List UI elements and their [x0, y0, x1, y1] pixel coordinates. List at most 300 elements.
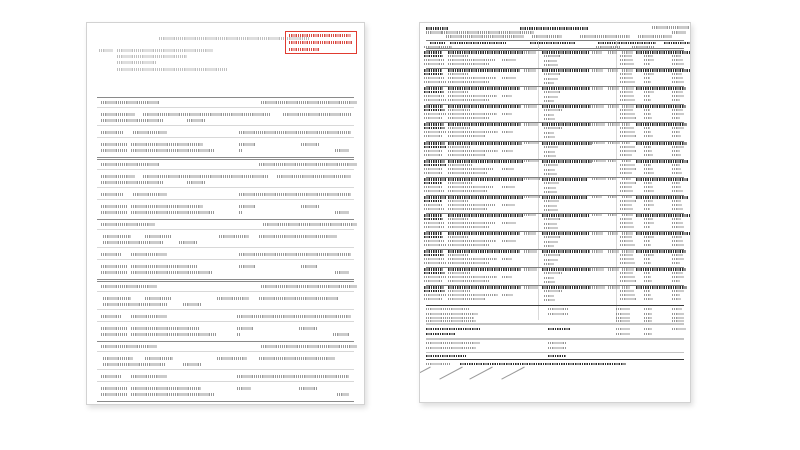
cell-text [448, 55, 468, 57]
cell-text [608, 232, 618, 235]
cell-text [448, 298, 486, 300]
detail-right [239, 143, 255, 146]
cell-text [592, 250, 603, 253]
header-text [532, 35, 562, 38]
cell-text [544, 205, 557, 207]
cell-text [424, 258, 445, 260]
cell-text [448, 99, 490, 101]
cell-amount [620, 150, 636, 152]
cell-amount [672, 208, 683, 210]
cell-text [424, 190, 444, 192]
detail-text [131, 211, 215, 214]
total-col-1 [616, 313, 630, 315]
cell-text [544, 299, 555, 301]
cell-text [592, 69, 603, 72]
cell-amount [620, 254, 633, 256]
cell-text [424, 55, 443, 57]
horizontal-rule [97, 247, 354, 248]
horizontal-rule [97, 159, 354, 160]
cell-text [424, 91, 444, 93]
cell-text [448, 200, 468, 202]
cell-text [448, 272, 470, 274]
table-row[interactable] [420, 159, 690, 177]
cell-text [592, 214, 602, 217]
total-col-2 [644, 317, 652, 319]
cell-amount [620, 99, 635, 101]
cell-text [448, 190, 487, 192]
cell-text [424, 222, 444, 224]
cell-amount [672, 186, 681, 188]
cell-text [544, 127, 562, 129]
detail-right [237, 315, 351, 318]
cell-text [636, 160, 688, 163]
cell-amount [620, 290, 634, 292]
cell-text [542, 178, 588, 181]
cell-text [542, 160, 592, 163]
table-row[interactable] [420, 104, 690, 122]
column-header [530, 42, 576, 44]
detail-text [131, 327, 199, 330]
detail-right [237, 333, 241, 336]
horizontal-rule [97, 157, 354, 158]
cell-text [502, 77, 516, 79]
table-row[interactable] [420, 177, 690, 195]
detail-text [101, 375, 121, 378]
cell-text [544, 155, 556, 157]
cell-text [424, 254, 444, 256]
cell-amount [620, 135, 636, 137]
total-label [426, 328, 480, 330]
cell-text [424, 236, 443, 238]
cell-text [622, 123, 630, 126]
cell-amount [672, 190, 683, 192]
invoice-summary-page[interactable] [86, 22, 365, 405]
cell-amount [644, 127, 650, 129]
cell-text [424, 196, 446, 199]
section-meta [261, 345, 357, 348]
cell-text [448, 146, 471, 148]
header-text [580, 35, 630, 38]
cell-amount [620, 109, 633, 111]
cell-text [424, 77, 445, 79]
cell-text [636, 87, 686, 90]
table-row[interactable] [420, 68, 690, 86]
cell-amount [620, 240, 633, 242]
cell-amount [620, 262, 635, 264]
cell-text [608, 214, 617, 217]
header-meta [652, 26, 690, 29]
horizontal-rule [97, 279, 354, 280]
cell-text [592, 142, 605, 145]
detail-text [101, 211, 127, 214]
cell-text [544, 209, 558, 211]
cell-text [424, 208, 445, 210]
cell-text [448, 214, 524, 217]
cell-amount [644, 290, 650, 292]
cell-amount [672, 63, 684, 65]
detail-text [101, 181, 163, 184]
cell-amount [620, 113, 635, 115]
cell-text [424, 240, 445, 242]
cell-amount [644, 190, 654, 192]
cell-text [544, 191, 557, 193]
cell-amount [672, 276, 684, 278]
footnote-text [460, 363, 626, 365]
detail-text [133, 193, 167, 196]
cell-text [448, 240, 496, 242]
cell-amount [672, 262, 680, 264]
table-row[interactable] [420, 50, 690, 68]
leader-line [419, 367, 431, 380]
horizontal-rule [97, 199, 354, 200]
total-value [548, 347, 566, 349]
cell-amount [620, 73, 632, 75]
cell-amount [620, 280, 636, 282]
cell-text [424, 127, 445, 129]
table-row[interactable] [420, 213, 690, 231]
cell-text [542, 268, 591, 271]
cell-text [424, 232, 442, 235]
cell-text [448, 59, 495, 61]
cell-text [424, 226, 445, 228]
totals-rule [426, 305, 684, 306]
section-meta [259, 163, 357, 166]
cell-amount [620, 190, 633, 192]
total-value [548, 328, 570, 330]
detail-text [131, 333, 217, 336]
cell-amount [620, 200, 636, 202]
cell-text [544, 259, 558, 261]
cell-amount [672, 226, 684, 228]
cell-text [544, 146, 558, 148]
total-label [426, 317, 474, 319]
address-line [117, 68, 227, 71]
cell-amount [620, 81, 635, 83]
cell-text [544, 55, 560, 57]
cell-text [424, 164, 446, 166]
cell-text [544, 277, 554, 279]
horizontal-rule [97, 381, 354, 382]
cell-text [544, 290, 562, 292]
detail-right [237, 375, 349, 378]
cell-text [424, 290, 445, 292]
cell-text [592, 286, 605, 289]
cell-amount [644, 131, 651, 133]
cell-text [448, 182, 472, 184]
cell-text [544, 223, 557, 225]
detail-text [101, 333, 127, 336]
cell-amount [672, 280, 680, 282]
cell-amount [672, 109, 683, 111]
red-highlight-box[interactable] [285, 31, 357, 54]
cell-text [592, 268, 604, 271]
cell-text [592, 160, 606, 163]
cell-amount [644, 222, 654, 224]
cell-text [448, 117, 490, 119]
cell-text [448, 73, 469, 75]
cell-amount [644, 146, 651, 148]
table-row[interactable] [420, 141, 690, 159]
cell-text [424, 182, 442, 184]
cell-text [608, 160, 616, 163]
cell-text [622, 214, 633, 217]
cell-text [424, 81, 446, 83]
total-col-2 [644, 328, 652, 330]
detail-text [101, 315, 121, 318]
detail-right [239, 149, 243, 152]
cell-text [502, 294, 513, 296]
cell-amount [644, 226, 650, 228]
total-col-1 [616, 308, 630, 310]
detail-right [219, 235, 249, 238]
cell-text [544, 114, 554, 116]
section-title [101, 345, 157, 348]
cell-amount [672, 222, 683, 224]
cell-amount [672, 81, 684, 83]
detail-text [103, 357, 133, 360]
cell-text [448, 131, 498, 133]
cell-text [502, 168, 514, 170]
cell-text [424, 150, 442, 152]
cell-amount [672, 113, 684, 115]
cell-text [636, 178, 689, 181]
cell-text [542, 105, 591, 108]
table-row[interactable] [420, 231, 690, 249]
cell-amount [620, 55, 632, 57]
cell-text [502, 222, 516, 224]
callout-text-line [289, 34, 351, 37]
cell-text [544, 245, 554, 247]
cell-text [448, 290, 471, 292]
table-row[interactable] [420, 122, 690, 140]
cell-text [542, 87, 590, 90]
cell-amount [644, 73, 654, 75]
cell-text [592, 178, 606, 181]
column-header [430, 42, 446, 44]
detail-right [239, 131, 351, 134]
section-title [101, 163, 159, 166]
table-row[interactable] [420, 267, 690, 285]
amount-value [301, 265, 317, 268]
cell-text [542, 286, 591, 289]
cell-text [544, 60, 557, 62]
detail-text [101, 265, 127, 268]
totals-rule [426, 339, 684, 340]
cell-text [448, 154, 486, 156]
cell-amount [672, 240, 683, 242]
cell-text [544, 96, 558, 98]
cell-text [544, 236, 561, 238]
cell-text [448, 172, 487, 174]
detail-text [131, 143, 203, 146]
column-header [664, 42, 690, 44]
cell-amount [644, 117, 652, 119]
amount-value [299, 327, 317, 330]
cell-text [424, 142, 445, 145]
horizontal-rule [97, 369, 354, 370]
cell-amount [672, 55, 681, 57]
cell-text [448, 113, 497, 115]
detail-text [101, 271, 127, 274]
detail-right [283, 113, 351, 116]
cell-amount [644, 135, 653, 137]
cell-text [502, 258, 512, 260]
cell-amount [644, 113, 651, 115]
horizontal-rule [97, 309, 354, 310]
cell-text [544, 187, 556, 189]
cell-text [424, 135, 442, 137]
totals-rule [426, 324, 684, 325]
cell-text [636, 214, 690, 217]
cell-amount [672, 204, 682, 206]
cell-text [424, 268, 443, 271]
cell-amount [620, 226, 634, 228]
detail-text [103, 363, 165, 366]
horizontal-rule [97, 219, 354, 220]
cell-amount [620, 236, 632, 238]
cell-text [448, 51, 524, 54]
detail-right [217, 357, 247, 360]
cell-amount [644, 99, 651, 101]
cell-text [448, 208, 488, 210]
cell-amount [644, 276, 651, 278]
cell-text [448, 196, 524, 199]
cell-text [448, 218, 468, 220]
cell-amount [672, 172, 682, 174]
section-title [101, 101, 159, 104]
cell-text [424, 172, 443, 174]
cell-text [448, 222, 495, 224]
cell-text [608, 142, 620, 145]
cell-amount [644, 236, 654, 238]
cell-amount [644, 186, 653, 188]
detail-text [131, 375, 167, 378]
column-header [450, 42, 506, 44]
cell-text [542, 123, 591, 126]
table-row[interactable] [420, 86, 690, 104]
detail-right [239, 193, 351, 196]
cell-amount [672, 135, 681, 137]
detail-text [131, 315, 167, 318]
cell-amount [644, 294, 651, 296]
cell-amount [672, 244, 684, 246]
detail-text [101, 193, 123, 196]
cell-text [592, 123, 605, 126]
detail-right [239, 265, 255, 268]
cell-text [524, 87, 537, 90]
cell-amount [672, 164, 680, 166]
cell-text [636, 196, 689, 199]
cell-amount [620, 204, 632, 206]
cell-text [544, 100, 554, 102]
cell-text [524, 51, 536, 54]
itemised-statement-page[interactable] [419, 22, 691, 403]
cell-text [424, 95, 445, 97]
detail-right [239, 253, 351, 256]
address-line [117, 61, 157, 64]
cell-text [502, 276, 512, 278]
detail-text [179, 241, 197, 244]
address-line [117, 55, 187, 58]
detail-right [239, 211, 243, 214]
detail-text [101, 119, 163, 122]
total-col-3 [672, 317, 684, 319]
cell-text [608, 69, 618, 72]
cell-text [524, 250, 537, 253]
cell-amount [672, 131, 680, 133]
cell-amount [620, 127, 634, 129]
cell-text [448, 150, 498, 152]
table-row[interactable] [420, 285, 690, 303]
cell-amount [620, 146, 635, 148]
horizontal-rule [97, 321, 354, 322]
horizontal-rule [97, 341, 354, 342]
cell-amount [620, 186, 632, 188]
detail-text [187, 119, 205, 122]
cell-text [448, 226, 489, 228]
cell-text [608, 105, 619, 108]
cell-amount [672, 99, 680, 101]
cell-text [448, 280, 490, 282]
cell-text [544, 151, 555, 153]
cell-amount [620, 272, 633, 274]
detail-right [239, 205, 255, 208]
cell-amount [644, 168, 653, 170]
cell-amount [620, 91, 633, 93]
total-label [426, 313, 478, 315]
cell-amount [620, 131, 635, 133]
cell-text [544, 200, 559, 202]
cell-text [608, 196, 617, 199]
statement-page-content [420, 23, 690, 402]
cell-text [636, 123, 687, 126]
cell-text [544, 64, 558, 66]
total-label [426, 308, 470, 310]
cell-amount [620, 218, 632, 220]
column-header-rule-top [426, 40, 684, 41]
cell-amount [620, 164, 635, 166]
cell-amount [672, 272, 683, 274]
cell-text [544, 218, 560, 220]
cell-amount [644, 77, 650, 79]
detail-text [103, 235, 131, 238]
cell-amount [672, 182, 680, 184]
cell-text [544, 169, 555, 171]
cell-text [448, 294, 498, 296]
detail-text [183, 303, 201, 306]
totals-rule [426, 359, 684, 360]
cell-text [544, 254, 561, 256]
table-row[interactable] [420, 195, 690, 213]
cell-text [544, 295, 554, 297]
cell-text [448, 232, 520, 235]
cell-text [544, 78, 558, 80]
detail-text [101, 387, 127, 390]
cell-text [544, 118, 555, 120]
detail-text [143, 175, 269, 178]
callout-text-line [289, 41, 353, 44]
cell-text [544, 241, 558, 243]
cell-text [424, 218, 443, 220]
cell-text [542, 196, 588, 199]
cell-text [448, 268, 521, 271]
table-row[interactable] [420, 249, 690, 267]
cell-text [424, 109, 445, 111]
cell-text [502, 59, 516, 61]
detail-text [101, 175, 135, 178]
total-label [426, 333, 456, 335]
cell-text [448, 87, 520, 90]
